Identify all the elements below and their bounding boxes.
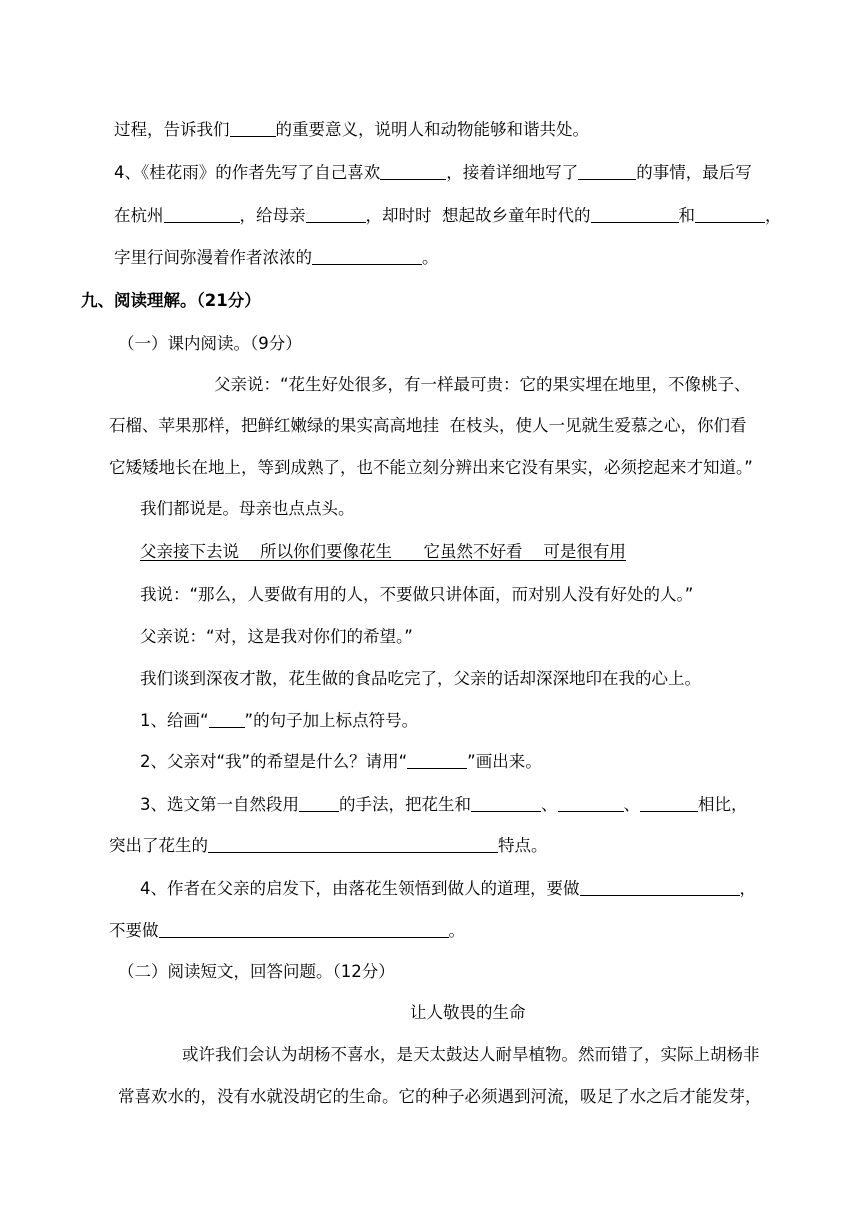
fill-blank <box>208 836 498 853</box>
subsection-heading: （二）阅读短文，回答问题。（12分） <box>118 962 395 981</box>
question-3-continued <box>109 835 548 857</box>
text: 3、选文第一自然段用 <box>140 795 299 814</box>
fill-blank <box>558 795 624 812</box>
text: 特点。 <box>498 836 548 855</box>
text: ，接着详细地写了 <box>446 163 579 182</box>
fill-blank <box>580 879 740 896</box>
question-4 <box>140 878 756 900</box>
text: ， <box>739 879 756 898</box>
passage-line: 我们都说是。母亲也点点头。 <box>140 499 355 518</box>
text: ，给母亲 <box>239 206 306 225</box>
text: 相比， <box>698 795 748 814</box>
text: 字里行间弥漫着作者浓浓的 <box>114 248 312 267</box>
passage-line: 或许我们会认为胡杨不喜水，是天太鼓达人耐旱植物。然而错了，实际上胡杨非 <box>182 1045 760 1064</box>
text: 过程，告诉我们 <box>114 120 230 139</box>
fill-blank <box>695 206 765 223</box>
fill-blank <box>306 206 366 223</box>
text-line <box>114 119 589 141</box>
text: ”的句子加上标点符号。 <box>244 711 419 730</box>
passage-line: 常喜欢水的，没有水就没胡它的生命。它的种子必须遇到河流，吸足了水之后才能发芽， <box>118 1087 762 1106</box>
fill-blank <box>230 120 276 137</box>
passage-line: 父亲说：“花生好处很多，有一样最可贵：它的果实埋在地里，不像桃子、 <box>214 375 751 394</box>
text: 2、父亲对“我”的希望是什么？请用“ <box>140 752 408 771</box>
passage-line: 它矮矮地长在地上，等到成熟了，也不能立刻分辨出来它没有果实，必须挖起来才知道。” <box>109 458 753 477</box>
text: 1、给画“ <box>140 711 209 730</box>
fill-blank <box>159 921 449 938</box>
question-4-continued <box>109 920 465 942</box>
fill-blank <box>164 206 240 223</box>
fill-blank <box>471 795 541 812</box>
underlined-sentence: 父亲接下去说 所以你们要像花生 它虽然不好看 可是很有用 <box>140 542 626 561</box>
text: 的事情，最后写 <box>636 163 752 182</box>
passage-line: 我说：“那么，人要做有用的人，不要做只讲体面，而对别人没有好处的人。” <box>140 585 694 604</box>
text-line <box>114 247 439 269</box>
question-2 <box>140 751 542 773</box>
passage-line: 父亲说：“对，这是我对你们的希望。” <box>140 627 413 646</box>
text: ”画出来。 <box>467 752 542 771</box>
question-3 <box>140 794 748 816</box>
text-line <box>114 205 782 227</box>
fill-blank <box>312 248 422 265</box>
text: 在杭州 <box>114 206 164 225</box>
passage-title: 让人敬畏的生命 <box>410 1003 526 1022</box>
fill-blank <box>640 795 698 812</box>
text: 和 <box>678 206 695 225</box>
passage-line: 石榴、苹果那样，把鲜红嫩绿的果实高高地挂 在枝头，使人一见就生爱慕之心，你们看 <box>109 416 747 435</box>
text: 的手法，把花生和 <box>339 795 471 814</box>
text-line <box>114 162 752 184</box>
section-heading: 九、阅读理解。（21分） <box>81 291 261 310</box>
text: 的重要意义，说明人和动物能够和谐共处。 <box>275 120 589 139</box>
fill-blank <box>299 795 339 812</box>
text: ， <box>765 206 782 225</box>
fill-blank <box>407 752 467 769</box>
subsection-heading: （一）课内阅读。（9分） <box>118 334 302 353</box>
text: 突出了花生的 <box>109 836 208 855</box>
fill-blank <box>591 206 679 223</box>
question-1 <box>140 710 418 732</box>
text: 4、《桂花雨》的作者先写了自己喜欢 <box>114 163 381 182</box>
fill-blank <box>578 163 636 180</box>
text: 、 <box>623 795 640 814</box>
text: 4、作者在父亲的启发下，由落花生领悟到做人的道理，要做 <box>140 879 580 898</box>
fill-blank <box>380 163 446 180</box>
text: 不要做 <box>109 921 159 940</box>
text: 。 <box>448 921 465 940</box>
text: 、 <box>541 795 558 814</box>
passage-line: 我们谈到深夜才散，花生做的食品吃完了，父亲的话却深深地印在我的心上。 <box>140 669 701 688</box>
text: ，却时时 想起故乡童年时代的 <box>365 206 591 225</box>
fill-blank <box>209 711 245 728</box>
text: 。 <box>422 248 439 267</box>
